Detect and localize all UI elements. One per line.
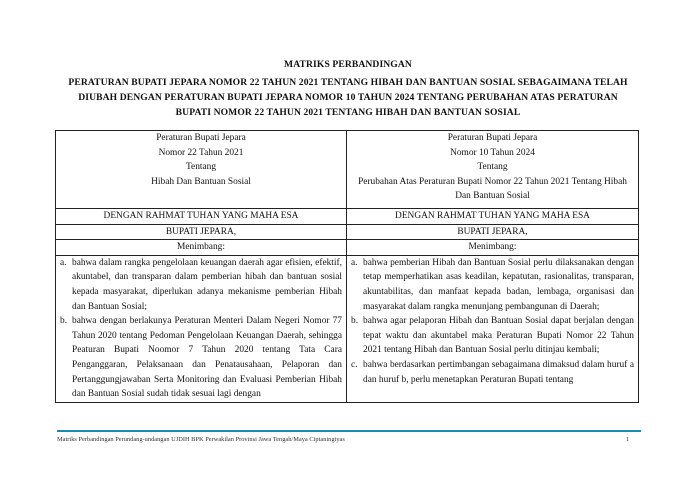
document-subtitle	[40, 75, 656, 120]
clause-text: bahwa agar pelaporan Hibah dan Bantuan Sosial dapat berjalan dengan tepat waktu dan akuntabel maka Peraturan Bupati Nomor 22 Tahun 2021 tentang Hibah dan Bantuan Sosial perlu ditinjau kembali;	[363, 316, 634, 356]
document-title: MATRIKS PERBANDINGAN	[284, 59, 412, 70]
comparison-table	[55, 130, 639, 403]
table-row	[56, 240, 639, 256]
right-clause-c	[351, 358, 634, 387]
document-header	[40, 58, 656, 120]
subtitle-line-2: DIUBAH DENGAN PERATURAN BUPATI JEPARA NOMOR 10 TAHUN 2024 TENTANG PERUBAHAN ATAS PERATURAN	[78, 92, 618, 103]
clause-text: bahwa dalam rangka pengelolaan keuangan daerah agar efisien, efektif, akuntabel, dan transparan dalam pemberian hibah dan bantuan sosial kepada masyarakat, diperlukan adanya mekanisme pemberian Hibah dan Bantuan Sosial;	[72, 257, 342, 312]
right-rahmat: DENGAN RAHMAT TUHAN YANG MAHA ESA	[347, 208, 639, 224]
left-bupati: BUPATI JEPARA,	[56, 224, 347, 240]
left-head-name: Peraturan Bupati Jepara	[156, 133, 246, 143]
right-bupati: BUPATI JEPARA,	[347, 224, 639, 240]
clause-text: bahwa dengan berlakunya Peraturan Menteri Dalam Negeri Nomor 77 Tahun 2020 tentang Pedoman Pengelolaan Keuangan Daerah, sehingga Peaturan Bupati Noomor 7 Tahun 2020 tentang Tata Cara Penganggaran, Pelaksanaan dan Penatausahaan, Pelaporan dan Pertanggungjawaban Serta Monitoring dan Evaluasi Pemberian Hibah dan Bantuan Sosial sudah tidak sesuai lagi dengan	[72, 316, 342, 400]
left-clause-a	[60, 256, 342, 314]
right-head-tentang: Tentang	[477, 162, 508, 173]
table-row	[56, 255, 639, 402]
left-head-number: Nomor 22 Tahun 2021	[158, 147, 244, 158]
left-rahmat: DENGAN RAHMAT TUHAN YANG MAHA ESA	[56, 208, 347, 224]
clause-marker: a.	[351, 257, 358, 268]
subtitle-line-1: PERATURAN BUPATI JEPARA NOMOR 22 TAHUN 2021 TENTANG HIBAH DAN BANTUAN SOSIAL SEBAGAIMANA TELAH	[68, 77, 628, 88]
page-number: 1	[626, 436, 630, 443]
left-menimbang: Menimbang:	[56, 240, 347, 256]
table-row	[56, 208, 639, 224]
clause-text: bahwa berdasarkan pertimbangan sebagaimana dimaksud dalam huruf a dan huruf b, perlu menetapkan Peraturan Bupati tentang	[363, 359, 634, 385]
table-row	[56, 224, 639, 240]
subtitle-line-3: BUPATI NOMOR 22 TAHUN 2021 TENTANG HIBAH DAN BANTUAN SOSIAL	[175, 107, 521, 118]
right-head-subject: Perubahan Atas Peraturan Bupati Nomor 22 Tahun 2021 Tentang Hibah Dan Bantuan Sosial	[358, 176, 627, 202]
left-head-subject: Hibah Dan Bantuan Sosial	[151, 176, 251, 187]
left-clause-b	[60, 314, 342, 402]
right-head-name: Peraturan Bupati Jepara	[447, 133, 538, 143]
right-head-number: Nomor 10 Tahun 2024	[450, 147, 535, 158]
clause-marker: c.	[351, 359, 358, 370]
footer-text: Matriks Perbandingan Perundang-undangan UJDIH BPK Perwakilan Provinsi Jawa Tengah/Maya Ciptaningtyas	[57, 436, 345, 443]
clause-marker: b.	[60, 316, 68, 327]
right-regulation-heading	[347, 131, 639, 209]
right-clause-b	[351, 314, 634, 358]
left-head-tentang: Tentang	[185, 162, 217, 173]
clause-marker: b.	[351, 316, 359, 327]
right-considerations	[347, 255, 639, 402]
left-considerations	[56, 255, 347, 402]
clause-text: bahwa pemberian Hibah dan Bantuan Sosial perlu dilaksanakan dengan tetap memperhatikan asas keadilan, kepatutan, rasionalitas, transparan, akuntabilitas, dan manfaat kepada badan, lembaga, organisasi dan masyarakat dalam rangka menunjang pembangunan di Daerah;	[363, 257, 634, 312]
right-menimbang: Menimbang:	[347, 240, 639, 256]
left-regulation-heading	[56, 131, 347, 209]
clause-marker: a.	[60, 257, 67, 268]
right-clause-a	[351, 256, 634, 314]
table-header-row	[56, 131, 639, 209]
footer-divider	[57, 430, 641, 432]
